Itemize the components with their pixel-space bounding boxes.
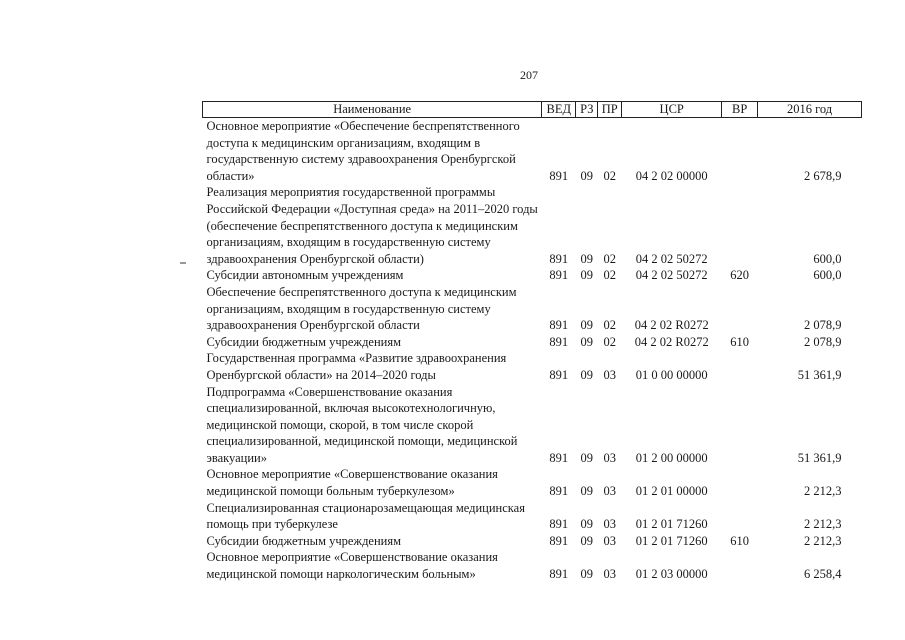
row-sum: 2 212,3 bbox=[804, 533, 842, 548]
row-name: Обеспечение беспрепятственного доступа к медицинским организациям, входящим в государственную систему здравоохранения Оренбургской области bbox=[206, 284, 517, 333]
table-row bbox=[203, 384, 862, 467]
row-csr: 01 2 00 00000 bbox=[635, 450, 708, 465]
row-vr bbox=[722, 500, 758, 533]
row-ved: 891 bbox=[549, 318, 569, 333]
row-csr: 04 2 02 R0272 bbox=[634, 318, 709, 333]
budget-table bbox=[202, 101, 862, 583]
row-name: Субсидии автономным учреждениям bbox=[206, 268, 404, 283]
row-ved: 891 bbox=[549, 168, 569, 183]
table-row bbox=[203, 267, 862, 284]
row-pr: 02 bbox=[603, 334, 617, 349]
row-ved: 891 bbox=[549, 484, 569, 499]
header-csr: ЦСР bbox=[622, 102, 722, 118]
row-pr: 03 bbox=[603, 450, 617, 465]
table-row bbox=[203, 533, 862, 550]
row-csr: 01 2 01 00000 bbox=[635, 484, 708, 499]
row-csr: 04 2 02 50272 bbox=[635, 268, 708, 283]
table-row bbox=[203, 466, 862, 499]
row-pr: 03 bbox=[603, 367, 617, 382]
row-name: Основное мероприятие «Совершенствование оказания медицинской помощи наркологическим больным» bbox=[206, 550, 498, 582]
row-ved: 891 bbox=[549, 268, 569, 283]
row-ved: 891 bbox=[549, 251, 569, 266]
row-pr: 02 bbox=[603, 168, 617, 183]
row-vr bbox=[722, 384, 758, 467]
row-ved: 891 bbox=[549, 450, 569, 465]
row-pr: 03 bbox=[603, 484, 617, 499]
row-vr bbox=[722, 118, 758, 185]
row-sum: 2 212,3 bbox=[804, 484, 842, 499]
row-rz: 09 bbox=[580, 450, 594, 465]
row-sum: 51 361,9 bbox=[797, 367, 842, 382]
table-row bbox=[203, 284, 862, 334]
row-ved: 891 bbox=[549, 367, 569, 382]
row-sum: 51 361,9 bbox=[797, 450, 842, 465]
row-ved: 891 bbox=[549, 517, 569, 532]
row-name: Подпрограмма «Совершенствование оказания специализированной, включая высокотехнологичную, медицинской помощи, скорой, в том числе скорой специализированной, медицинской помощи, медицинской эвакуации» bbox=[206, 384, 518, 465]
row-rz: 09 bbox=[580, 484, 594, 499]
row-vr bbox=[722, 466, 758, 499]
row-rz: 09 bbox=[580, 168, 594, 183]
row-rz: 09 bbox=[580, 533, 594, 548]
row-csr: 01 0 00 00000 bbox=[635, 367, 708, 382]
table-row bbox=[203, 118, 862, 185]
row-sum: 6 258,4 bbox=[804, 567, 842, 582]
row-rz: 09 bbox=[580, 318, 594, 333]
table-row bbox=[203, 334, 862, 351]
row-ved: 891 bbox=[549, 334, 569, 349]
row-name: Субсидии бюджетным учреждениям bbox=[206, 533, 402, 548]
row-sum: 2 212,3 bbox=[804, 517, 842, 532]
row-name: Государственная программа «Развитие здравоохранения Оренбургской области» на 2014–2020 годы bbox=[206, 351, 507, 382]
header-name: Наименование bbox=[203, 102, 542, 118]
scan-mark bbox=[180, 262, 186, 264]
header-sum: 2016 год bbox=[758, 102, 862, 118]
row-vr: 610 bbox=[730, 334, 750, 349]
row-vr bbox=[722, 284, 758, 334]
table-row bbox=[203, 549, 862, 582]
row-vr bbox=[722, 549, 758, 582]
row-sum: 2 678,9 bbox=[804, 168, 842, 183]
row-rz: 09 bbox=[580, 567, 594, 582]
row-csr: 01 2 01 71260 bbox=[635, 533, 708, 548]
row-name: Основное мероприятие «Совершенствование оказания медицинской помощи больным туберкулезом» bbox=[206, 467, 498, 499]
header-vr: ВР bbox=[722, 102, 758, 118]
row-sum: 2 078,9 bbox=[804, 334, 842, 349]
row-sum: 600,0 bbox=[813, 251, 842, 266]
row-name: Субсидии бюджетным учреждениям bbox=[206, 334, 402, 349]
row-pr: 03 bbox=[603, 567, 617, 582]
row-csr: 04 2 02 00000 bbox=[635, 168, 708, 183]
row-csr: 01 2 01 71260 bbox=[635, 517, 708, 532]
row-pr: 02 bbox=[603, 318, 617, 333]
row-name: Реализация мероприятия государственной программы Российской Федерации «Доступная среда» на 2011–2020 годы (обеспечение беспрепятственного доступа к медицинским организациям, входящим в государственную систему здравоохранения Оренбургской области) bbox=[206, 185, 538, 266]
table-row bbox=[203, 350, 862, 383]
row-vr bbox=[722, 184, 758, 267]
row-ved: 891 bbox=[549, 533, 569, 548]
row-ved: 891 bbox=[549, 567, 569, 582]
row-name: Основное мероприятие «Обеспечение беспрепятственного доступа к медицинским организациям, входящим в государственную систему здравоохранения Оренбургской области» bbox=[206, 119, 520, 183]
row-rz: 09 bbox=[580, 334, 594, 349]
header-rz: РЗ bbox=[576, 102, 598, 118]
table-header bbox=[203, 102, 862, 118]
row-vr: 620 bbox=[730, 268, 750, 283]
table-body bbox=[203, 118, 862, 583]
row-pr: 03 bbox=[603, 533, 617, 548]
header-pr: ПР bbox=[598, 102, 622, 118]
header-ved: ВЕД bbox=[542, 102, 576, 118]
row-sum: 600,0 bbox=[813, 268, 842, 283]
row-vr: 610 bbox=[730, 533, 750, 548]
row-pr: 03 bbox=[603, 517, 617, 532]
row-rz: 09 bbox=[580, 251, 594, 266]
row-csr: 01 2 03 00000 bbox=[635, 567, 708, 582]
table-row bbox=[203, 184, 862, 267]
row-pr: 02 bbox=[603, 251, 617, 266]
row-csr: 04 2 02 50272 bbox=[635, 251, 708, 266]
row-name: Специализированная стационарозамещающая медицинская помощь при туберкулезе bbox=[206, 500, 525, 532]
row-rz: 09 bbox=[580, 517, 594, 532]
page-number: 207 bbox=[520, 68, 538, 82]
row-csr: 04 2 02 R0272 bbox=[634, 334, 709, 349]
row-rz: 09 bbox=[580, 268, 594, 283]
row-sum: 2 078,9 bbox=[804, 318, 842, 333]
row-rz: 09 bbox=[580, 367, 594, 382]
row-pr: 02 bbox=[603, 268, 617, 283]
row-vr bbox=[722, 350, 758, 383]
table-row bbox=[203, 500, 862, 533]
